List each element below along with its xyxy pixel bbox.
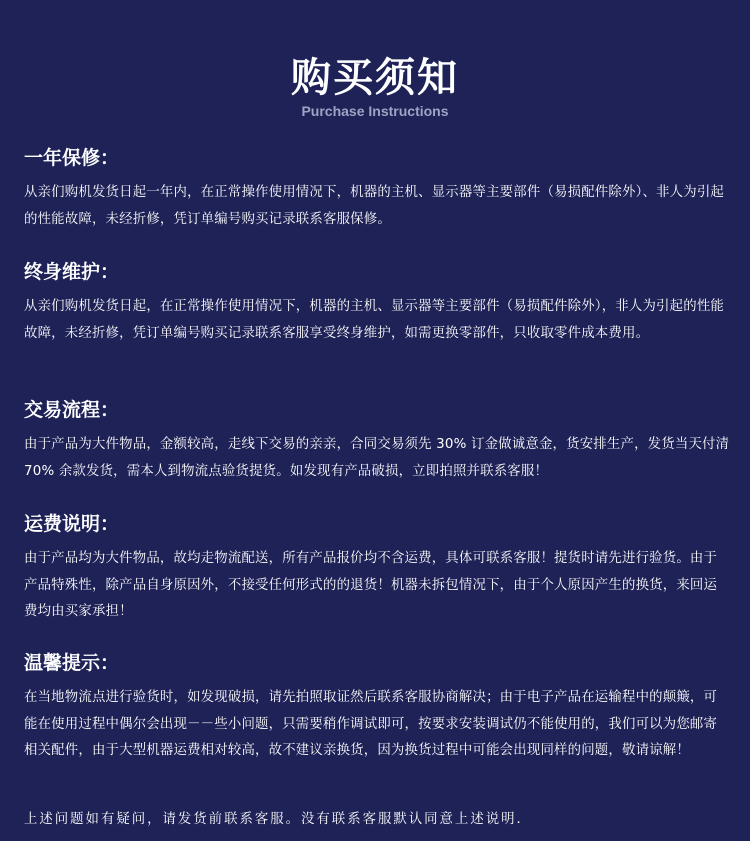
section-body: 由于产品均为大件物品，故均走物流配送，所有产品报价均不含运费，具体可联系客服！提货时请先进行验货。由于产品特殊性，除产品自身原因外，不接受任何形式的的退货！机器未拆包情况下，由于个人原因产生的换货，来回运费均由买家承担！ bbox=[24, 551, 718, 619]
section-body: 从亲们购机发货日起一年内，在正常操作使用情况下，机器的主机、显示器等主要部件（易损配件除外）、非人为引起的性能故障，未经折修，凭订单编号购买记录联系客服保修。 bbox=[24, 185, 725, 227]
section-heading: 交易流程： bbox=[24, 399, 120, 421]
page-header bbox=[0, 54, 750, 120]
page-title: 购买须知 bbox=[291, 55, 459, 101]
footer-note: 上述问题如有疑问，请发货前联系客服。没有联系客服默认同意上述说明． bbox=[24, 812, 532, 827]
section-warranty bbox=[24, 146, 730, 233]
section-transaction-process bbox=[24, 398, 730, 485]
section-heading: 一年保修： bbox=[24, 147, 120, 169]
section-body: 在当地物流点进行验货时，如发现破损，请先拍照取证然后联系客服协商解决；由于电子产品在运输程中的颠簸，可能在使用过程中偶尔会出现－－些小问题，只需要稍作调试即可，按要求安装调试仍不能使用的，我们可以为您邮寄相关配件，由于大型机器运费相对较高，故不建议亲换货，因为换货过程中可能会出现同样的问题，敬请谅解！ bbox=[24, 690, 718, 758]
section-body: 从亲们购机发货日起，在正常操作使用情况下，机器的主机、显示器等主要部件（易损配件除外），非人为引起的性能故障，未经折修，凭订单编号购买记录联系客服享受终身维护，如需更换零部件，只收取零件成本费用。 bbox=[24, 299, 725, 341]
section-shipping-info bbox=[24, 512, 730, 626]
section-lifetime-maintenance bbox=[24, 260, 730, 347]
section-heading: 运费说明： bbox=[24, 513, 120, 535]
section-heading: 温馨提示： bbox=[24, 652, 120, 674]
page-subtitle: Purchase Instructions bbox=[301, 103, 449, 119]
section-heading: 终身维护： bbox=[24, 261, 120, 283]
section-warm-tips bbox=[24, 651, 730, 765]
section-body: 由于产品为大件物品，金额较高，走线下交易的亲亲，合同交易须先 30% 订金做诚意金，货安排生产，发货当天付清 70% 余款发货，需本人到物流点验货提货。如发现有产品破损，立即拍照并联系客服！ bbox=[24, 437, 730, 479]
